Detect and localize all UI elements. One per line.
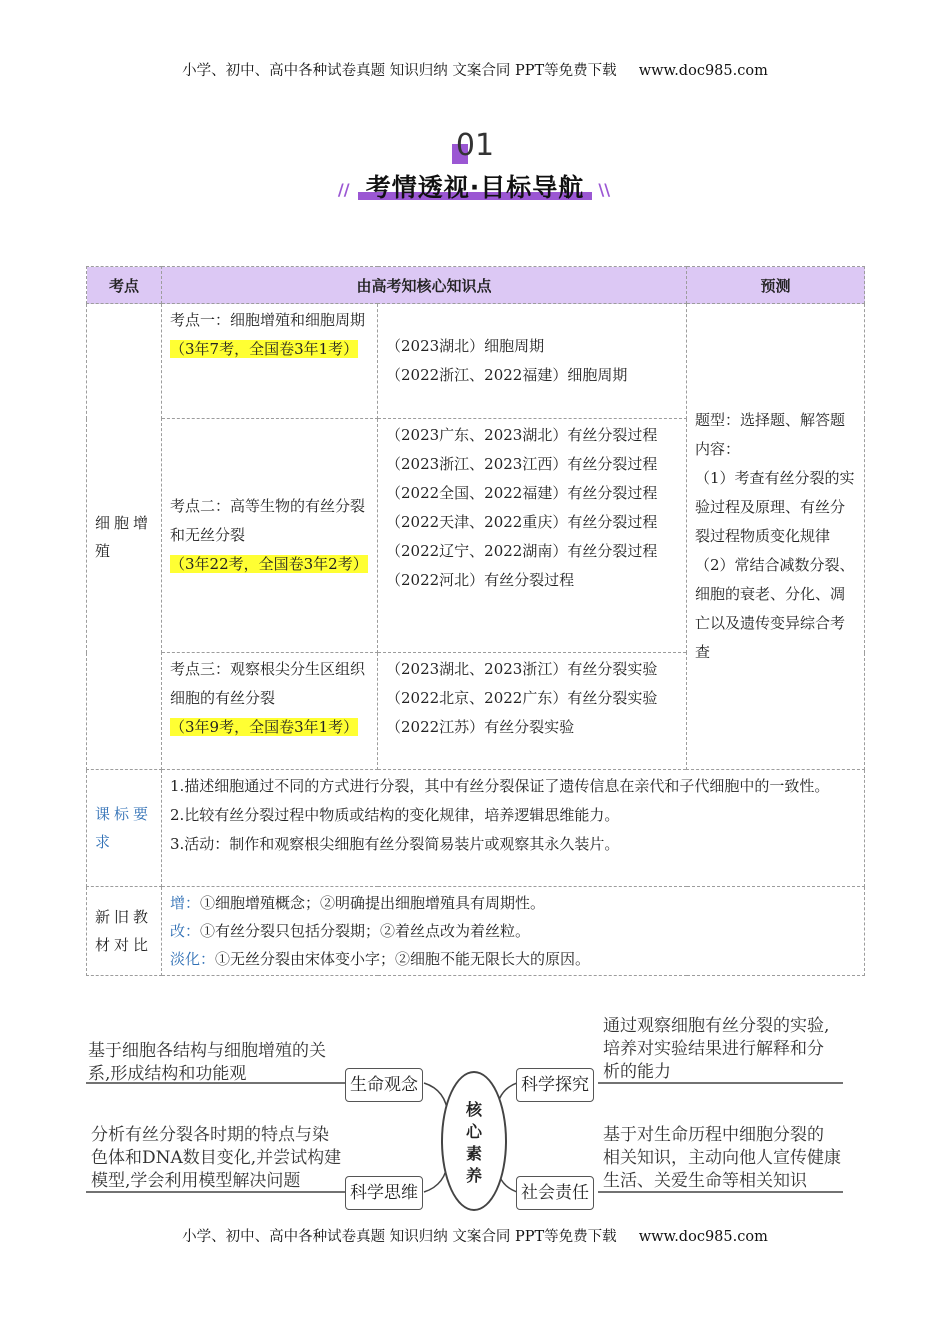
- exam-item: （2023浙江、2023江西）有丝分裂过程: [386, 455, 658, 473]
- compare-tag: 改：: [170, 922, 201, 940]
- exam-item: （2022浙江、2022福建）细胞周期: [386, 366, 628, 384]
- exam-item: （2023湖北）细胞周期: [386, 337, 545, 355]
- life-concept-desc: [88, 1040, 326, 1086]
- compare-text: ①有丝分裂只包括分裂期；②着丝点改为着丝粒。: [200, 922, 531, 940]
- point-stat: （3年7考，全国卷3年1考）: [170, 340, 359, 358]
- compare-tag: 淡化：: [170, 950, 216, 968]
- science-think-box: 科学思维: [345, 1176, 423, 1210]
- center-char: 养: [465, 1166, 482, 1185]
- social-duty-box: 社会责任: [516, 1176, 594, 1210]
- desc-line: 色体和DNA数目变化,并尝试构建: [91, 1148, 342, 1168]
- section-number-text: 01: [455, 128, 495, 163]
- desc-line: 基于对生命历程中细胞分裂的: [603, 1125, 824, 1145]
- compare-label: 新旧教材对比: [87, 887, 162, 976]
- point-stat: （3年9考，全国卷3年1考）: [170, 718, 359, 736]
- header-cell-topic: 考点: [87, 267, 162, 304]
- science-think-desc: [91, 1124, 341, 1193]
- header-cell-forecast: 预测: [687, 267, 865, 304]
- section-title-text: 考情透视·目标导航: [365, 173, 585, 202]
- footer-site-link[interactable]: www.doc985.com: [638, 1229, 768, 1245]
- desc-line: 分析有丝分裂各时期的特点与染: [91, 1125, 329, 1145]
- page-footer: [0, 1225, 950, 1246]
- point-stat: （3年22考，全国卷3年2考）: [170, 555, 368, 573]
- exam-item: （2023广东、2023湖北）有丝分裂过程: [386, 426, 658, 444]
- compare-text: ①无丝分裂由宋体变小字；②细胞不能无限长大的原因。: [215, 950, 591, 968]
- curriculum-item: 1.描述细胞通过不同的方式进行分裂，其中有丝分裂保证了遗传信息在亲代和子代细胞中的一致性。: [170, 777, 830, 795]
- curriculum-item: 2.比较有丝分裂过程中物质或结构的变化规律，培养逻辑思维能力。: [170, 806, 620, 824]
- center-char: 心: [465, 1122, 482, 1141]
- center-char: 素: [465, 1144, 482, 1163]
- desc-line: 析的能力: [603, 1062, 671, 1082]
- exam-item: （2023湖北、2023浙江）有丝分裂实验: [386, 660, 658, 678]
- header-text: 小学、初中、高中各种试卷真题 知识归纳 文案合同 PPT等免费下载: [182, 63, 617, 79]
- header-site-link[interactable]: www.doc985.com: [638, 63, 768, 79]
- point-name: 考点一：细胞增殖和细胞周期: [170, 311, 366, 329]
- slash-left-icon: //: [337, 180, 350, 199]
- exam-item: （2022北京、2022广东）有丝分裂实验（2022江苏）有丝分裂实验: [386, 689, 658, 736]
- life-concept-box: 生命观念: [345, 1068, 423, 1102]
- desc-line: 基于细胞各结构与细胞增殖的关: [88, 1041, 326, 1061]
- core-literacy-center: [441, 1071, 507, 1211]
- desc-line: 通过观察细胞有丝分裂的实验,: [603, 1016, 830, 1036]
- curriculum-label: 课标要求: [87, 770, 162, 887]
- topic-cell: 细胞增殖: [87, 304, 162, 770]
- compare-tag: 增：: [170, 894, 201, 912]
- curriculum-item: 3.活动：制作和观察根尖细胞有丝分裂简易装片或观察其永久装片。: [170, 835, 620, 853]
- center-char: 核: [465, 1100, 482, 1119]
- desc-line: 模型,学会利用模型解决问题: [91, 1171, 301, 1191]
- footer-text: 小学、初中、高中各种试卷真题 知识归纳 文案合同 PPT等免费下载: [182, 1229, 617, 1245]
- desc-line: 生活、关爱生命等相关知识: [603, 1171, 807, 1191]
- desc-line: 相关知识，主动向他人宣传健康: [603, 1148, 841, 1168]
- desc-line: 培养对实验结果进行解释和分: [603, 1039, 824, 1059]
- science-explore-desc: [603, 1015, 829, 1084]
- point-name: 考点二：高等生物的有丝分裂和无丝分裂: [170, 497, 366, 544]
- header-cell-knowledge: 由高考知核心知识点: [162, 267, 687, 304]
- desc-line: 系,形成结构和功能观: [88, 1064, 247, 1084]
- compare-text: ①细胞增殖概念；②明确提出细胞增殖具有周期性。: [200, 894, 546, 912]
- forecast-item-2: （2）常结合减数分裂、细胞的衰老、分化、凋亡以及遗传变异综合考查: [695, 556, 855, 661]
- point-name: 考点三：观察根尖分生区组织细胞的有丝分裂: [170, 660, 366, 707]
- social-duty-desc: [603, 1124, 841, 1193]
- forecast-item-1: （1）考查有丝分裂的实验过程及原理、有丝分裂过程物质变化规律: [695, 469, 855, 545]
- exam-item: （2022全国、2022福建）有丝分裂过程（2022天津、2022重庆）有丝分裂过程（2022辽宁、2022湖南）有丝分裂过程（2022河北）有丝分裂过程: [386, 484, 658, 589]
- science-explore-box: 科学探究: [516, 1068, 594, 1102]
- slash-right-icon: \\: [598, 180, 611, 199]
- forecast-content-label: 内容：: [695, 440, 741, 458]
- forecast-type: 题型：选择题、解答题: [695, 411, 846, 429]
